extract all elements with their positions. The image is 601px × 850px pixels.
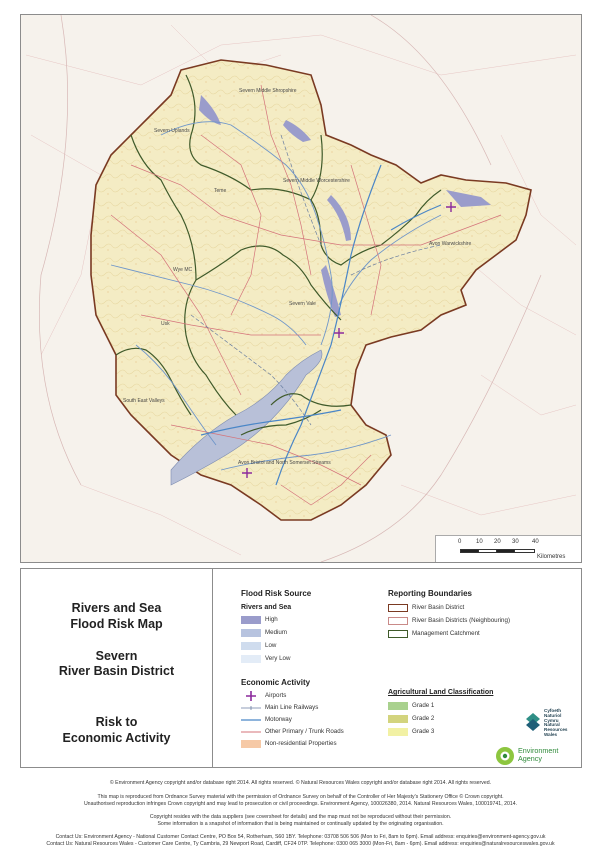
scale-tick-0: 0 [458, 539, 462, 545]
nrw-text-3: Cymru [544, 717, 559, 723]
label-usk: Usk [161, 321, 170, 327]
swatch [388, 715, 408, 723]
reporting-boundaries-heading: Reporting Boundaries [388, 589, 473, 598]
scale-tick-40: 40 [532, 539, 539, 545]
swatch [241, 642, 261, 650]
swatch [241, 616, 261, 624]
swatch [388, 702, 408, 710]
swatch [241, 655, 261, 663]
nrw-text-4: Natural [544, 722, 560, 728]
flood-risk-source-heading: Flood Risk Source [241, 589, 312, 598]
map-canvas[interactable] [21, 15, 581, 562]
economic-activity-heading: Economic Activity [241, 678, 311, 687]
nrw-text-5: Resources [544, 727, 568, 733]
legend-panel [20, 568, 582, 768]
legend-label: Airports [265, 692, 287, 699]
footer-resides-2: Some information is a snapshot of information that is being maintained or continually updated by the originating organisation. [157, 821, 444, 827]
label-wye-mc: Wye MC [173, 267, 193, 273]
motorway-line-icon [241, 715, 261, 725]
label-teme: Teme [214, 188, 227, 194]
legend-label: Motorway [265, 716, 292, 723]
swatch [241, 740, 261, 748]
agricultural-land-heading: Agricultural Land Classification [388, 689, 494, 696]
scale-segment [496, 549, 515, 553]
airport-icon [241, 691, 261, 701]
scale-unit: Kilometres [537, 554, 566, 560]
label-south-east-valleys: South East Valleys [123, 398, 165, 404]
legend-label: Grade 3 [412, 728, 435, 735]
environment-agency-logo [495, 745, 575, 767]
map-title-block [21, 569, 213, 767]
scale-bar [435, 535, 582, 563]
map-frame[interactable] [20, 14, 582, 563]
title-line-4: River Basin District [58, 664, 175, 678]
legend-label: High [265, 616, 278, 623]
scale-tick-20: 20 [494, 539, 501, 545]
legend-label: Medium [265, 629, 288, 636]
title-line-1: Rivers and Sea [71, 601, 162, 615]
swatch [388, 630, 408, 638]
footer-copyright: © Environment Agency copyright and/or database right 2014. All rights reserved. © Natural Resources Wales copyright and/or database right 2014. All rights reserved. [109, 780, 492, 786]
scale-segment [460, 549, 479, 553]
road-line-icon [241, 727, 261, 737]
legend-label: River Basin Districts (Neighbouring) [412, 617, 510, 624]
scale-segment [514, 549, 535, 553]
nrw-text-6: Wales [544, 731, 558, 737]
ea-text-1: Environment [518, 746, 559, 755]
title-line-3: Severn [95, 649, 138, 663]
natural-resources-wales-logo [526, 709, 576, 737]
title-line-2: Flood Risk Map [70, 617, 163, 631]
swatch [388, 617, 408, 625]
nrw-leaf-icon [526, 713, 540, 731]
footer-contact-2: Contact Us: Natural Resources Wales - Customer Care Centre, Ty Cambria, 29 Newport Road, Cardiff, CF24 0TP. Telephone: 0300 065 3000 (Mon-Fri, 8am - 6pm). Email address: enquiries@naturalresourceswales.gov.uk [46, 841, 555, 847]
footer-contact-1: Contact Us: Environment Agency - National Customer Contact Centre, PO Box 54, Rotherham, S60 1BY. Telephone: 03708 506 506 (Mon to Fri, 8am to 6pm). Email address: enquiries@environment-agency.gov.uk [55, 834, 546, 840]
footer-reproduced-2: Unauthorised reproduction infringes Crown copyright and may lead to prosecution or civil proceedings. Environment Agency, 100026380, 2014. Natural Resources Wales, 100019741, 2014. [83, 801, 518, 807]
nrw-text-2: Naturiol [544, 712, 562, 718]
legend-label: Grade 2 [412, 715, 435, 722]
rivers-and-sea-subheading: Rivers and Sea [241, 604, 292, 611]
label-severn-middle-shropshire: Severn Middle Shropshire [239, 88, 297, 94]
label-avon-warwickshire: Avon Warwickshire [429, 241, 472, 247]
title-line-5: Risk to [95, 715, 138, 729]
label-severn-middle-worcestershire: Severn Middle Worcestershire [283, 178, 350, 184]
footer-reproduced-1: This map is reproduced from Ordnance Survey material with the permission of Ordnance Survey on behalf of the Controller of Her Majesty's Stationery Office © Crown copyright. [97, 794, 504, 800]
footer-resides-1: Copyright resides with the data suppliers (see coversheet for details) and the map must not be reproduced without their permission. [149, 814, 452, 820]
label-avon-bristol: Avon Bristol and North Somerset Streams [238, 460, 331, 466]
label-severn-vale: Severn Vale [289, 301, 316, 307]
swatch [388, 604, 408, 612]
ea-logo-icon [495, 746, 515, 766]
scale-tick-30: 30 [512, 539, 519, 545]
title-line-6: Economic Activity [62, 731, 171, 745]
swatch [241, 629, 261, 637]
legend-label: Management Catchment [412, 630, 480, 637]
legend-label: River Basin District [412, 604, 465, 611]
label-severn-uplands: Severn Uplands [154, 128, 190, 134]
legend-label: Low [265, 642, 277, 649]
scale-tick-10: 10 [476, 539, 483, 545]
ea-text-2: Agency [518, 754, 542, 763]
railway-line-icon [241, 703, 261, 713]
swatch [388, 728, 408, 736]
legend-label: Main Line Railways [265, 704, 319, 711]
legend-label: Other Primary / Trunk Roads [265, 728, 344, 735]
nrw-text-1: Cyfoeth [544, 708, 562, 713]
scale-segment [478, 549, 497, 553]
legend-label: Grade 1 [412, 702, 435, 709]
legend-label: Very Low [265, 655, 291, 662]
legend-label: Non-residential Properties [265, 740, 337, 747]
